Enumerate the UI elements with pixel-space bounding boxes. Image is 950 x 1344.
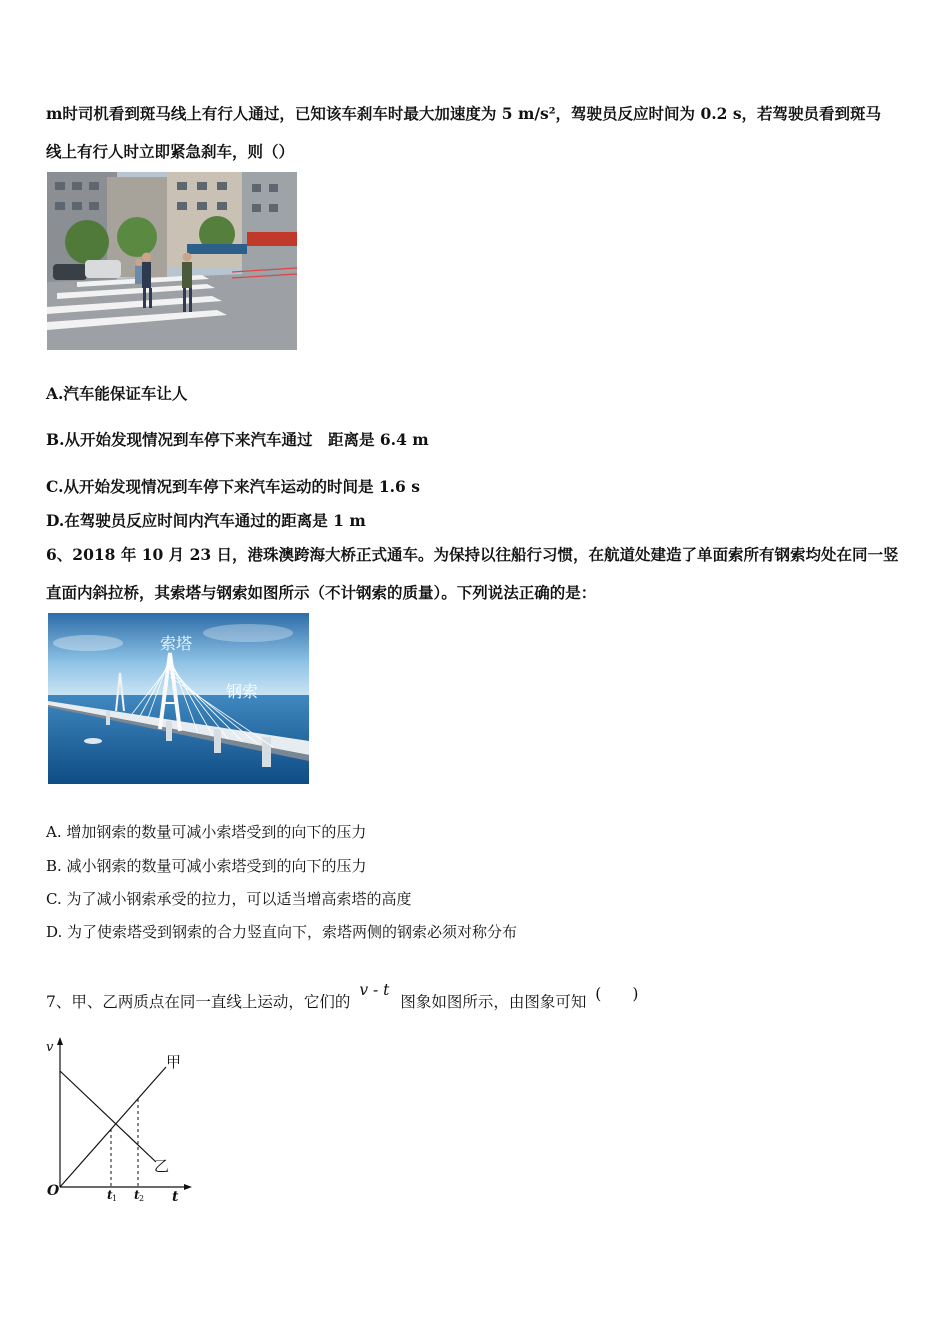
origin-label: O: [47, 1183, 60, 1199]
q6-option-d: D. 为了使索塔受到钢索的合力竖直向下，索塔两侧的钢索必须对称分布: [46, 923, 518, 941]
x-axis-label: t: [172, 1189, 179, 1205]
series-yi-line: [60, 1071, 156, 1162]
q6-line2: 直面内斜拉桥，其索塔与钢索如图所示（不计钢索的质量）。下列说法正确的是：: [46, 583, 597, 602]
t1-subscript: 1: [112, 1194, 118, 1203]
q7-vt-symbol: v - t: [359, 981, 390, 999]
q5-option-b: B.从开始发现情况到车停下来汽车通过 距离是 6.4 m: [46, 430, 429, 449]
t1-label: t: [107, 1188, 113, 1202]
q7-text-before: 7、甲、乙两质点在同一直线上运动，它们的: [46, 993, 351, 1011]
vt-graph: [38, 1035, 198, 1205]
label-cable: 钢索: [226, 682, 259, 701]
q6-line1: 6、2018 年 10 月 23 日，港珠澳跨海大桥正式通车。为保持以往船行习惯，在航道处建造了单面索所有钢索均处在同一竖: [46, 545, 899, 564]
q5-option-a: A.汽车能保证车让人: [46, 384, 188, 403]
q6-option-c: C. 为了减小钢索承受的拉力，可以适当增高索塔的高度: [46, 890, 412, 908]
q7-stem: [46, 981, 639, 1012]
t2-label: t: [134, 1188, 140, 1202]
q5-option-d: D.在驾驶员反应时间内汽车通过的距离是 1 m: [46, 511, 366, 530]
label-tower: 索塔: [160, 634, 193, 653]
q7-text-after: 图象如图所示，由图象可知: [400, 993, 587, 1011]
crosswalk-photo: [47, 172, 297, 350]
q7-paren: ( ): [595, 985, 639, 1003]
series-jia-label: 甲: [166, 1053, 182, 1071]
q6-option-b: B. 减小钢索的数量可减小索塔受到的向下的压力: [46, 857, 367, 875]
q5-intro-line1: m时司机看到斑马线上有行人通过，已知该车刹车时最大加速度为 5 m/s²，驾驶员反应时间为 0.2 s，若驾驶员看到斑马: [46, 104, 882, 123]
series-jia-line: [60, 1067, 166, 1187]
bridge-photo: [48, 613, 309, 784]
y-axis-label: v: [46, 1040, 54, 1055]
q5-option-c: C.从开始发现情况到车停下来汽车运动的时间是 1.6 s: [46, 477, 420, 496]
series-yi-label: 乙: [154, 1157, 170, 1175]
q5-intro-line2: 线上有行人时立即紧急刹车，则（）: [46, 142, 295, 161]
q6-option-a: A. 增加钢索的数量可减小索塔受到的向下的压力: [46, 823, 367, 841]
t2-subscript: 2: [139, 1194, 145, 1203]
